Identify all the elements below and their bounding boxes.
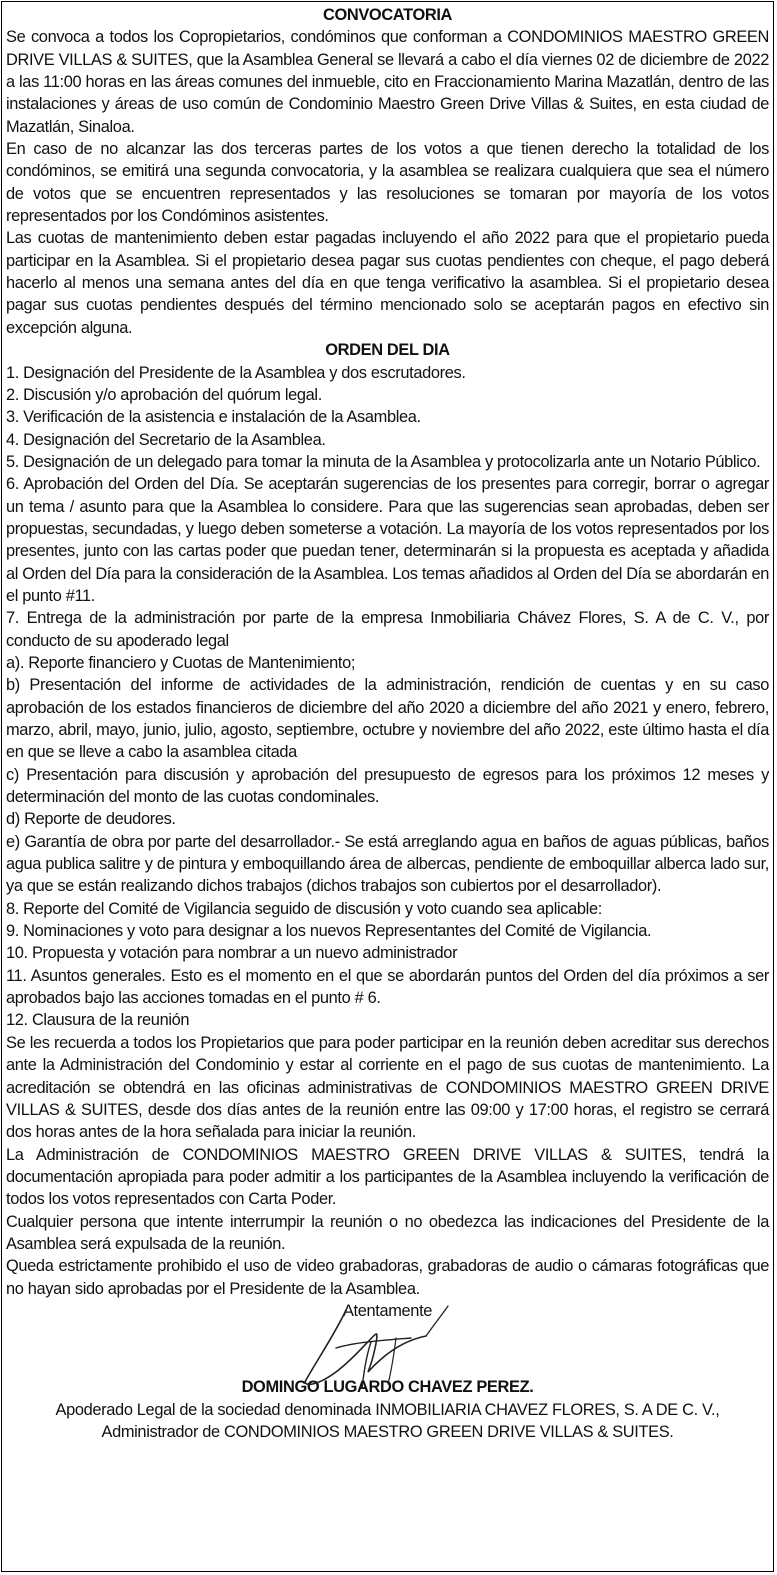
agenda-item: 10. Propuesta y votación para nombrar a un nuevo administrador bbox=[6, 944, 458, 963]
intro-paragraph-3: Las cuotas de mantenimiento deben estar pagadas incluyendo el año 2022 para que el propietario pueda participar en la Asamblea. Si el propietario desea pagar sus cuotas pendientes con cheque, el pago deberá hacerlo al menos una semana antes del día en que tenga verificativo la asamblea. Si el propietario desea pagar sus cuotas pendientes después del término mencionado solo se aceptarán pagos en efectivo sin excepción alguna. bbox=[6, 229, 769, 337]
agenda-item: 1. Designación del Presidente de la Asamblea y dos escrutadores. bbox=[6, 363, 466, 382]
closing-paragraph-1: Se les recuerda a todos los Propietarios que para poder participar en la reunión deben acreditar sus derechos ante la Administración del Condominio y estar al corriente en el pago de sus cuotas de mantenimiento. La acreditación se obtendrá en las oficinas administrativas de CONDOMINIOS MAESTRO GREEN DRIVE VILLAS & SUITES, desde dos días antes de la reunión entre las 09:00 y 17:00 horas, el registro se cerrará dos horas antes de la hora señalada para iniciar la reunión. bbox=[6, 1033, 769, 1142]
agenda-item: 4. Designación del Secretario de la Asamblea. bbox=[6, 430, 326, 449]
closing-paragraph-3: Cualquier persona que intente interrumpir la reunión o no obedezca las indicaciones del Presidente de la Asamblea será expulsada de la reunión. bbox=[6, 1212, 769, 1253]
sign-off: Atentamente bbox=[342, 1301, 433, 1320]
document-title: CONVOCATORIA bbox=[322, 6, 453, 24]
signature-area bbox=[6, 1322, 769, 1376]
agenda-subitem: a). Reporte financiero y Cuotas de Mantenimiento; bbox=[6, 653, 356, 672]
agenda-item: 12. Clausura de la reunión bbox=[6, 1011, 190, 1030]
agenda-item: 2. Discusión y/o aprobación del quórum legal. bbox=[6, 385, 322, 404]
agenda-item: 8. Reporte del Comité de Vigilancia seguido de discusión y voto cuando sea aplicable: bbox=[6, 899, 602, 918]
intro-paragraph-2: En caso de no alcanzar las dos terceras partes de los votos a que tienen derecho la totalidad de los condóminos, se emitirá una segunda convocatoria, y la asamblea se realizara cualquiera que sea el número de votos que se encuentren representados y las resoluciones se tomaran por mayoría de los votos representados por los Condóminos asistentes. bbox=[6, 140, 769, 226]
signer-title-1: Apoderado Legal de la sociedad denominada INMOBILIARIA CHAVEZ FLORES, S. A DE C. V., bbox=[55, 1400, 720, 1419]
agenda-subitem: c) Presentación para discusión y aprobación del presupuesto de egresos para los próximos 12 meses y determinación del monto de las cuotas condominales. bbox=[6, 765, 769, 807]
agenda-subitem: e) Garantía de obra por parte del desarrollador.- Se está arreglando agua en baños de aguas públicas, baños agua publica salitre y de pintura y emboquillando área de albercas, pendiente de emboquillar alberca lado sur, ya que se están realizando dichos trabajos (dichos trabajos son cubiertos por el desarrollador). bbox=[6, 832, 769, 896]
agenda-item: 6. Aprobación del Orden del Día. Se aceptarán sugerencias de los presentes para corregir, borrar o agregar un tema / asunto para que la Asamblea lo considere. Para que las sugerencias sean aprobadas, deben ser propuestas, secundadas, y luego deben someterse a votación. La mayoría de los votos representados por los presentes, junto con las cartas poder que puedan tener, determinarán si la propuesta es aceptada y añadida al Orden del Día para la consideración de la Asamblea. Los temas añadidos al Orden del Día se abordarán en el punto #11. bbox=[6, 475, 769, 605]
agenda-item: 3. Verificación de la asistencia e instalación de la Asamblea. bbox=[6, 408, 421, 427]
closing-paragraph-2: La Administración de CONDOMINIOS MAESTRO GREEN DRIVE VILLAS & SUITES, tendrá la documentación apropiada para poder admitir a los participantes de la Asamblea incluyendo la verificación de todos los votos representados con Carta Poder. bbox=[6, 1145, 769, 1209]
agenda-item: 11. Asuntos generales. Esto es el momento en el que se abordarán puntos del Orden del día próximos a ser aprobados bajo las acciones tomadas en el punto # 6. bbox=[6, 966, 769, 1008]
signature-icon bbox=[276, 1302, 476, 1392]
agenda-item: 9. Nominaciones y voto para designar a los nuevos Representantes del Comité de Vigilancia. bbox=[6, 922, 652, 941]
intro-paragraph-1: Se convoca a todos los Copropietarios, condóminos que conforman a CONDOMINIOS MAESTRO GREEN DRIVE VILLAS & SUITES, que la Asamblea General se llevará a cabo el día viernes 02 de diciembre de 2022 a las 11:00 horas en las áreas comunes del inmueble, cito en Fraccionamiento Marina Mazatlán, dentro de las instalaciones y áreas de uso común de Condominio Maestro Green Drive Villas & Suites, en esta ciudad de Mazatlán, Sinaloa. bbox=[6, 28, 769, 136]
agenda-subitem: b) Presentación del informe de actividades de la administración, rendición de cuentas y en su caso aprobación de los estados financieros de diciembre del año 2020 a diciembre del año 2021 y enero, febrero, marzo, abril, mayo, junio, julio, agosto, septiembre, octubre y noviembre del año 2022, este último hasta el día en que se lleve a cabo la asamblea citada bbox=[6, 676, 769, 762]
closing-paragraph-4: Queda estrictamente prohibido el uso de video grabadoras, grabadoras de audio o cámaras fotográficas que no hayan sido aprobadas por el Presidente de la Asamblea. bbox=[6, 1257, 769, 1298]
signer-title-2: Administrador de CONDOMINIOS MAESTRO GREEN DRIVE VILLAS & SUITES. bbox=[101, 1422, 674, 1441]
agenda-title: ORDEN DEL DIA bbox=[325, 341, 450, 360]
announcement bbox=[6, 4, 769, 1443]
agenda-subitem: d) Reporte de deudores. bbox=[6, 810, 176, 829]
signer-name: DOMINGO LUGARDO CHAVEZ PEREZ. bbox=[241, 1378, 534, 1397]
agenda-item: 5. Designación de un delegado para tomar la minuta de la Asamblea y protocolizarla ante un Notario Público. bbox=[6, 452, 761, 471]
agenda-item: 7. Entrega de la administración por parte de la empresa Inmobiliaria Chávez Flores, S. A de C. V., por conducto de su apoderado legal bbox=[6, 609, 769, 650]
